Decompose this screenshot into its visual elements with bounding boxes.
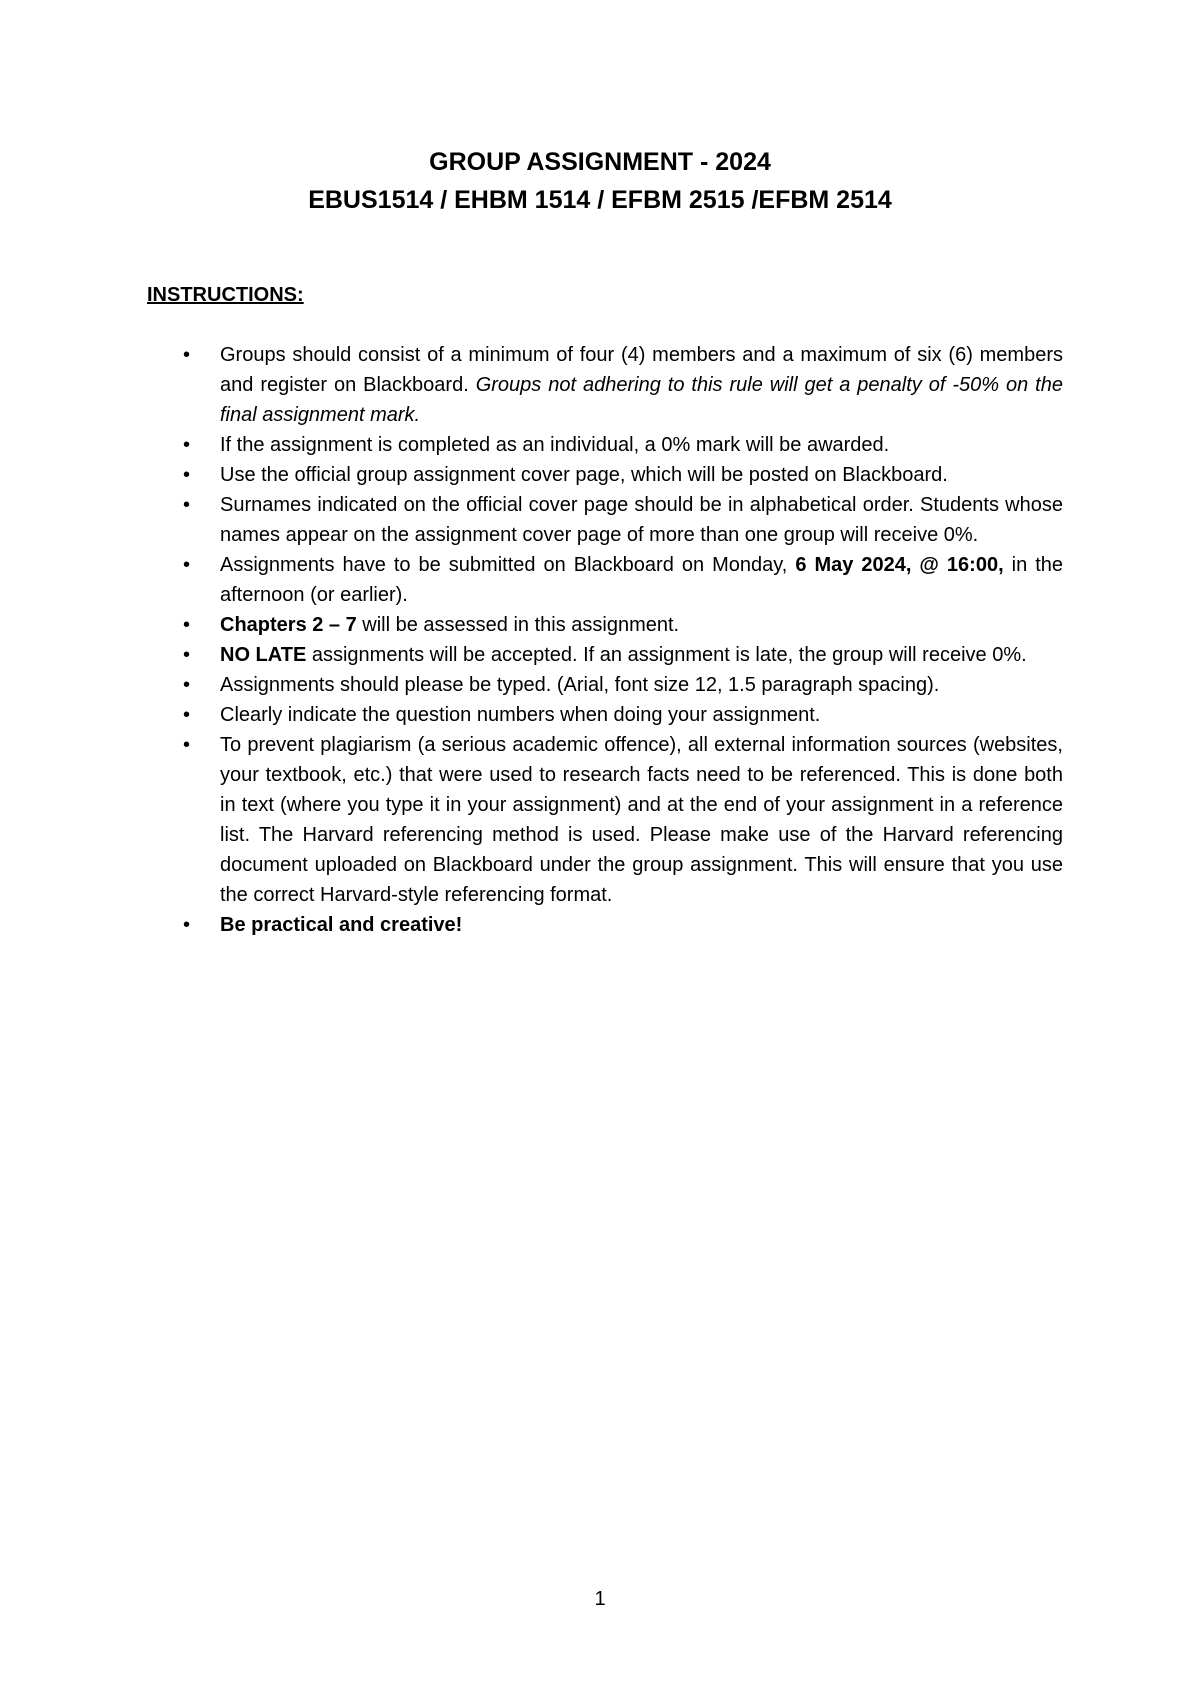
bullet-icon: • — [183, 344, 191, 366]
instructions-list — [183, 340, 1063, 940]
item-text: If the assignment is completed as an individual, a 0% mark will be awarded. — [220, 434, 890, 456]
bullet-icon: • — [183, 734, 191, 756]
item-text: Groups should consist of a minimum of four (4) members and a maximum of six (6) members and register on Blackboard. — [220, 344, 1063, 396]
bullet-icon: • — [183, 554, 191, 576]
bullet-icon: • — [183, 434, 191, 456]
title-line-2: EBUS1514 / EHBM 1514 / EFBM 2515 /EFBM 2514 — [308, 186, 892, 214]
bullet-icon: • — [183, 704, 191, 726]
list-item — [183, 340, 1063, 430]
document-title — [0, 143, 1200, 219]
title-line-1: GROUP ASSIGNMENT - 2024 — [429, 148, 771, 176]
list-item — [183, 640, 1063, 670]
item-text: assignments will be accepted. If an assignment is late, the group will receive 0%. — [306, 644, 1027, 666]
bullet-icon: • — [183, 464, 191, 486]
item-text: Clearly indicate the question numbers when doing your assignment. — [220, 704, 821, 726]
item-text-bold: 6 May 2024, @ 16:00, — [795, 554, 1004, 576]
page-number: 1 — [594, 1588, 606, 1610]
bullet-icon: • — [183, 644, 191, 666]
list-item — [183, 910, 1063, 940]
item-text-italic: Groups not adhering to this rule will get a penalty of -50% on the final assignment mark. — [220, 374, 1063, 426]
bullet-icon: • — [183, 674, 191, 696]
list-item — [183, 610, 1063, 640]
item-text: Assignments have to be submitted on Blackboard on Monday, — [220, 554, 796, 576]
item-text: in the afternoon (or earlier). — [220, 554, 1064, 606]
instructions-heading: INSTRUCTIONS: — [147, 284, 304, 306]
bullet-icon: • — [183, 494, 191, 516]
list-item — [183, 700, 1063, 730]
list-item — [183, 490, 1063, 550]
item-text: To prevent plagiarism (a serious academic offence), all external information sources (websites, your textbook, etc.) that were used to research facts need to be referenced. This is done both in text (where you type it in your assignment) and at the end of your assignment in a reference list. The Harvard referencing method is used. Please make use of the Harvard referencing document uploaded on Blackboard under the group assignment. This will ensure that you use the correct Harvard-style referencing format. — [220, 734, 1063, 906]
list-item — [183, 670, 1063, 700]
item-text: Assignments should please be typed. (Arial, font size 12, 1.5 paragraph spacing). — [220, 674, 940, 696]
item-text-bold: Chapters 2 – 7 — [220, 614, 357, 636]
bullet-icon: • — [183, 614, 191, 636]
item-text: will be assessed in this assignment. — [356, 614, 680, 636]
list-item — [183, 430, 1063, 460]
list-item — [183, 730, 1063, 910]
bullet-icon: • — [183, 914, 191, 936]
item-text: Use the official group assignment cover page, which will be posted on Blackboard. — [220, 464, 948, 486]
item-text-bold: Be practical and creative! — [220, 914, 463, 936]
list-item — [183, 550, 1063, 610]
item-text: Surnames indicated on the official cover page should be in alphabetical order. Students whose names appear on the assignment cover page of more than one group will receive 0%. — [220, 494, 1063, 546]
item-text-bold: NO LATE — [220, 644, 307, 666]
list-item — [183, 460, 1063, 490]
